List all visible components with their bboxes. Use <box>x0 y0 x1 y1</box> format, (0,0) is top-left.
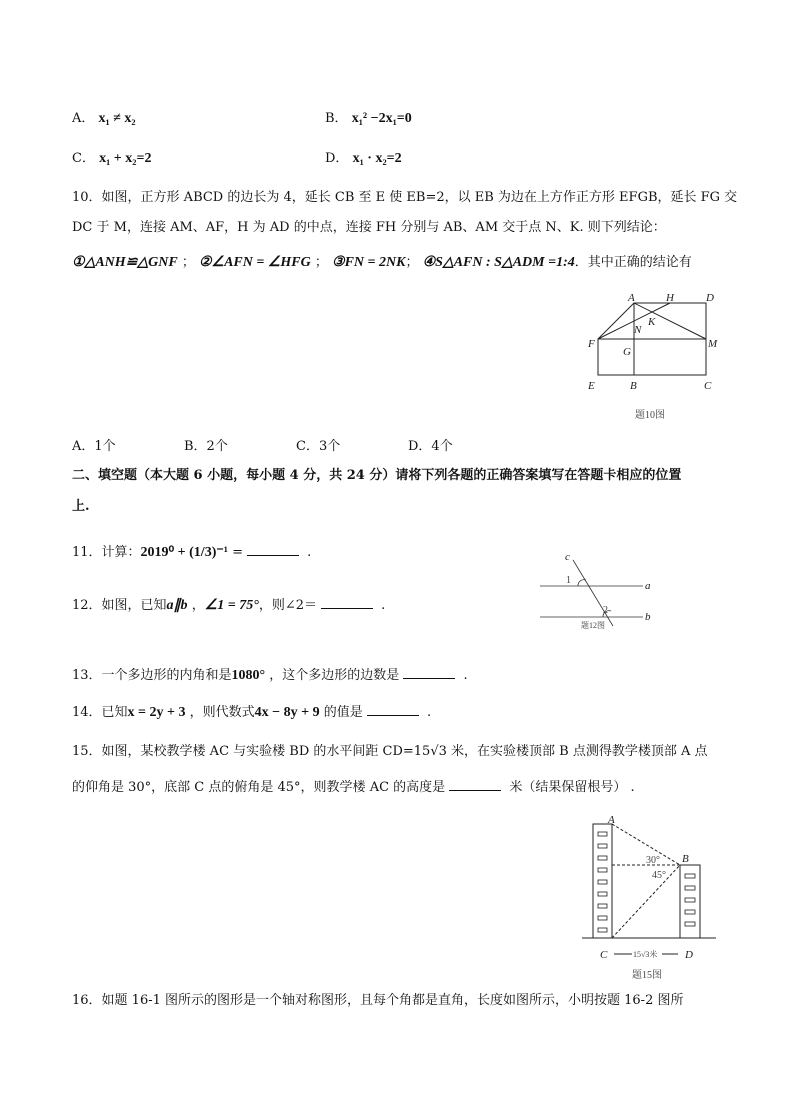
q15-figure <box>570 810 720 985</box>
label-m: M <box>708 338 718 350</box>
section2-heading: 二、填空题（本大题 6 小题，每小题 4 分，共 24 分）请将下列各题的正确答案填写在答题卡相应的位置 <box>72 468 682 483</box>
line-a-label: a <box>645 580 651 592</box>
q14: 14．已知x = 2y + 3 ，则代数式4x − 8y + 9 的值是 . <box>72 705 432 720</box>
label-a: A <box>608 814 615 826</box>
section2-heading-cont: 上. <box>72 499 90 514</box>
q12: 12．如图，已知a∥b ，∠1 = 75°，则∠2＝ . <box>72 598 386 613</box>
q9-option-a: A． x₁ ≠ x₂ <box>72 111 136 126</box>
q10-option-b: B．2个 <box>184 439 228 454</box>
q10-option-a: A．1个 <box>72 439 116 454</box>
q10-option-c: C．3个 <box>296 439 341 454</box>
q15-line1: 15．如图，某校教学楼 AC 与实验楼 BD 的水平间距 CD=15√3 米，在实验楼顶部 B 点测得教学楼顶部 A 点 <box>72 744 708 759</box>
label-b: B <box>630 380 637 392</box>
q10-line2: DC 于 M，连接 AM、AF，H 为 AD 的中点，连接 FH 分别与 AB、AM 交于点 N、K. 则下列结论： <box>72 220 666 235</box>
label-h: H <box>666 292 674 304</box>
q15-line2: 的仰角是 30°，底部 C 点的俯角是 45°，则教学楼 AC 的高度是 米（结果保留根号） . <box>72 780 635 795</box>
q10-line1: 10．如图，正方形 ABCD 的边长为 4，延长 CB 至 E 使 EB=2，以 EB 为边在上方作正方形 EFGB，延长 FG 交 <box>72 190 738 205</box>
angle-30-label: 30° <box>646 855 660 866</box>
label-f: F <box>588 338 595 350</box>
label-e: E <box>588 380 595 392</box>
q10-conclusions: ①△ANH≌△GNF ； ②∠AFN = ∠HFG ； ③FN = 2NK； ④S△AFN : S△ADM =1:4．其中正确的结论有 <box>72 255 692 270</box>
q10-figure <box>580 285 730 425</box>
label-c: C <box>600 949 608 961</box>
angle-45-label: 45° <box>652 870 666 881</box>
label-k: K <box>648 316 656 328</box>
q11: 11．计算：2019⁰ + (1/3)⁻¹ = . <box>72 545 312 560</box>
q9-option-b: B． x₁² −2x₁=0 <box>325 111 412 126</box>
label-n: N <box>634 324 642 336</box>
angle-1-label: 1 <box>566 575 571 586</box>
label-d: D <box>706 292 714 304</box>
label-c: C <box>704 380 712 392</box>
figure-caption: 题12图 <box>581 621 605 630</box>
angle-2-label: 2 <box>603 605 608 616</box>
label-a: A <box>628 292 635 304</box>
label-b: B <box>682 853 689 865</box>
q9-option-c: C． x₁ + x₂=2 <box>72 151 152 166</box>
label-d: D <box>685 949 693 961</box>
figure-caption: 题10图 <box>635 410 665 421</box>
line-c-label: c <box>565 551 570 563</box>
line-b-label: b <box>645 611 651 623</box>
q10-option-d: D．4个 <box>408 439 453 454</box>
q13: 13．一个多边形的内角和是1080° ，这个多边形的边数是 . <box>72 668 468 683</box>
distance-label: 15√3米 <box>633 950 658 959</box>
q12-figure <box>530 548 660 630</box>
label-g: G <box>623 346 631 358</box>
q16-line1: 16．如题 16-1 图所示的图形是一个轴对称图形，且每个角都是直角，长度如图所示，小明按题 16-2 图所 <box>72 993 684 1008</box>
figure-caption: 题15图 <box>632 970 662 981</box>
q9-option-d: D． x₁ · x₂=2 <box>325 151 402 166</box>
